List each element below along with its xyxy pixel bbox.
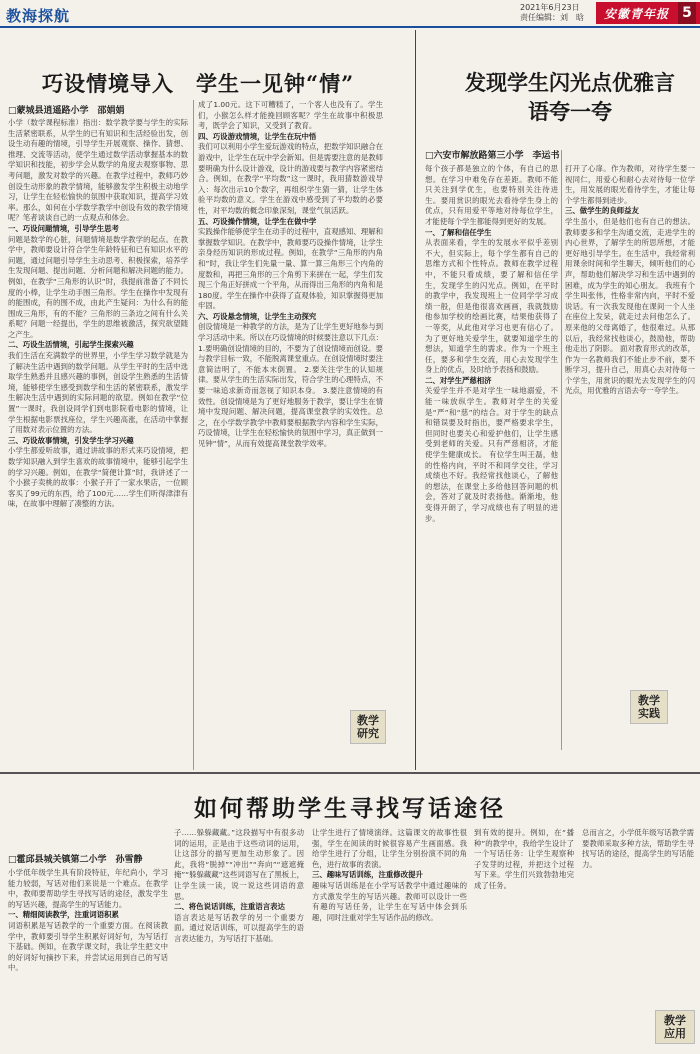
paragraph: 我们可以利用小学生爱玩游戏的特点，把数学知识融合在游戏中，让学生在玩中学会新知。但是需要注意的是教师要明确为什么设计游戏，设计的游戏要与教学内容紧密结合。例如，在教学“平均数”这一课时，我用猜数游戏导入：每次出示10个数字，再组织学生猜一猜，让学生体验平均数的意义。学生在游戏中感受到了平均数的必要性，对平均数的概念印象深刻，课堂气氛活跃。: [198, 142, 383, 215]
article1-title: 巧设情境导入 学生一见钟“情”: [42, 71, 355, 96]
article3-byline: □霍邱县城关镇第二小学 孙雪静: [8, 855, 143, 865]
paragraph: 创设情境是一种教学的方法，是为了让学生更好地参与到学习活动中来。所以在巧设情境的时候要注意以下几点：: [198, 322, 383, 343]
article2-title: 发现学生闪光点优雅言语夸一夸: [465, 70, 675, 124]
paragraph: 小学低年级学生具有阶段特征，年纪尚小，学习能力较弱，写话对他们来说是一个难点。在教学中，教师要帮助学生寻找写话的途径，激发学生的写话兴趣，提高学生的写话能力。: [8, 868, 168, 909]
paragraph: 我班有个学生叫张伟，性格非常内向，平时不爱说话。有一次我发现他在课间一个人坐在座位上发呆，就走过去问他怎么了。原来他的父母离婚了，他很难过。从那以后，我经常找他谈心，鼓励他，帮助他走出了阴影。: [565, 280, 695, 354]
column-divider: [193, 100, 194, 770]
paragraph: 子……躲躲藏藏。”这段描写中有很多动词的运用，正是由于这些动词的运用，让这部分的描写更加生动形象了。因此，我将“脱掉”“冲出”“奔向”“遮遮掩掩”“躲躲藏藏”这些词语写在了黑板上，让学生读一读，说一说这些词语的意思。: [174, 828, 304, 901]
paragraph: 语言表达是写话教学的另一个重要方面。通过说话训练，可以提高学生的语言表达能力，为写话打下基础。: [174, 912, 304, 943]
paragraph: 问题是数学的心脏，问题情境是数学教学的起点。在教学中，教师要设计符合学生年龄特征和已有知识水平的问题，通过问题引导学生主动思考、积极探索，培养学生发现问题、提出问题、分析问题和解决问题的能力。例如，在教学“三角形的认识”时，我提前准备了不同长度的小棒，让学生动手围三角形。学生在操作中发现有的能围成，有的围不成，由此产生疑问：为什么有的能围成三角形，有的不能？三角形的三条边之间有什么关系呢？问题一经提出，学生的思维被激活，探究欲望随之产生。: [8, 234, 188, 339]
section-rule: [0, 772, 700, 774]
subheading: 五、巧设操作情境，让学生在做中学: [198, 216, 317, 226]
paragraph: 总而言之，小学低年级写话教学需要教师采取多种方法，帮助学生寻找写话的途径，提高学生的写话能力。: [582, 828, 694, 869]
paragraph: 有位学生叫王磊，他的性格内向，平时不和同学交往，学习成绩也不好。我经常找他谈心，了解他的想法，在课堂上多给他回答问题的机会，答对了就及时表扬他。渐渐地，他变得开朗了，学习成绩也有了明显的进步。: [425, 450, 558, 523]
paragraph: 到有效的提升。例如，在“播种”的教学中，我给学生设计了一个写话任务：让学生观察种子发芽的过程，并把这个过程写下来。学生们兴致勃勃地完成了任务。: [474, 828, 574, 890]
issue-date: 2021年6月23日: [520, 3, 580, 12]
paragraph: 词语积累是写话教学的一个重要方面。在阅读教学中，教师要引导学生积累好词好句，为写话打下基础。例如，在教学课文时，我让学生把文中的好词好句摘抄下来，并尝试运用到自己的写话中。: [8, 920, 168, 973]
article3-tag: 教学应用: [655, 1010, 695, 1044]
subheading: 三、做学生的良师益友: [565, 206, 639, 216]
article3-column4: [474, 828, 574, 1048]
paragraph: 3.要注意情境的有效性。创设情境是为了更好地服务于教学，要让学生在情境中发现问题、解决问题，提高课堂教学的实效性。总之，在小学数学教学中教师要根据教学内容和学生实际，巧设情境，让学生在轻松愉快的氛围中学习，真正做到一见钟“情”，从而有效提高课堂教学效率。: [198, 386, 383, 448]
subheading: 二、将色说话训练，注重语言表达: [174, 902, 285, 912]
subheading: 四、巧设游戏情境，让学生在玩中悟: [198, 131, 317, 141]
paragraph: 打开了心扉。作为教师，对待学生要一视同仁，用爱心和耐心去对待每一位学生，用发展的眼光看待学生，才能让每个学生都得到进步。: [565, 164, 695, 205]
article1-column1: [8, 118, 188, 770]
paragraph: 我们生活在充满数学的世界里，小学生学习数学就是为了解决生活中遇到的数学问题。从学生平时的生活中选取学生熟悉并且感兴趣的事例，创设学生熟悉的生活情境，能够使学生感受到数学和生活的紧密联系，激发学生解决生活中遇到的实际问题的欲望。例如在教学“位置”一课时，我创设同学们到电影院看电影的情境，让学生根据电影票找座位，学生兴趣高涨，在活动中掌握了用数对表示位置的方法。: [8, 351, 188, 435]
subheading: 一、精细阅读教学，注重词语积累: [8, 910, 119, 920]
paragraph: 趣味写话训练是在小学写话教学中通过趣味的方式激发学生的写话兴趣。教师可以设计一些有趣的写话任务，让学生在写话中体会到乐趣，同时注重对学生写话作品的修改。: [312, 880, 467, 922]
paragraph: 小学（数学课程标准）指出：数学教学要与学生的实际生活紧密联系，从学生的已有知识和生活经验出发，创设生动有趣的情境，引导学生开展观察、操作、猜想、推理、交流等活动，使学生通过数学活动掌握基本的数学知识和技能，初步学会从数学的角度去观察事物、思考问题，激发对数学的兴趣。在教学过程中，教师巧妙创设生动形象的教学情境，能够激发学生积极主动地学习，让学生在轻松愉快的氛围中获取知识，提高学习效率。那么，如何在小学数学教学中创设有效的教学情境呢？笔者谈谈自己的一点观点和体会。: [8, 118, 188, 223]
article3-column5: [582, 828, 694, 1008]
subheading: 二、巧设生活情境，引起学生探索兴趣: [8, 340, 134, 350]
editor-credit: 责任编辑：刘 晗: [520, 13, 584, 22]
article3-title: 如何帮助学生寻找写话途径: [194, 795, 506, 822]
subheading: 一、巧设问题情境，引导学生思考: [8, 223, 119, 233]
paragraph: 为了更好地关爱学生，就要知道学生的想法，知道学生的需求。作为一个班主任，要多和学生交流，用心去发现学生身上的优点，及时给予表扬和鼓励。: [425, 333, 558, 375]
article1-column2: [198, 100, 383, 715]
article3-column2: [174, 828, 304, 1048]
article2-tag: 教学实践: [630, 690, 668, 724]
subheading: 三、巧设故事情境，引发学生学习兴趣: [8, 435, 134, 445]
article2-column2: [565, 164, 695, 724]
paragraph: 面对教育形式的改革，作为一名教师我们不能止步不前，要不断学习，提升自己，用真心去对待每一个学生，用赏识的眼光去发现学生的闪光点，用优雅的言语去夸一夸学生。: [565, 344, 695, 396]
subheading: 一、了解和信任学生: [425, 227, 492, 237]
section-divider: [415, 30, 416, 770]
subheading: 二、对学生严慈相济: [425, 375, 492, 385]
paragraph: 让学生进行了情境演绎。这篇课文的故事性很强，学生在阅读的时候很容易产生画面感。我给学生进行了分组，让学生分别扮演不同的角色，进行故事的表演。: [312, 828, 467, 869]
page-number: 5: [678, 2, 696, 24]
article3-column1: [8, 868, 168, 1048]
paragraph: 成了1.00元。这下可糟糕了，一个客人也没有了。学生们，小猴怎么样才能挽回顾客呢？学生在故事中积极思考，既学会了知识，又受到了教育。: [198, 100, 383, 131]
section-title: 教海探航: [6, 7, 71, 25]
article2-byline: □六安市解放路第三小学 李运书: [425, 151, 560, 161]
masthead-logo: 安徽青年报: [596, 2, 700, 24]
paragraph: 学生虽小，但是他们也有自己的想法。教师要多和学生沟通交流，走进学生的内心世界，了解学生的所思所想，才能更好地引导学生。在生活中，我经常利用课余时间和学生聊天，倾听他们的心声，帮助他们解决学习和生活中遇到的困难，成为学生的知心朋友。: [565, 216, 695, 290]
header-info: [520, 3, 584, 23]
article1-tag: 教学研究: [350, 710, 386, 744]
paragraph: 实践操作能够使学生在动手的过程中，直观感知、理解和掌握数学知识。在教学中，教师要巧设操作情境，让学生亲身经历知识的形成过程。例如，在教学“三角形的内角和”时，我让学生们先量一量、算一算三角形三个内角的度数和，再把三角形的三个角剪下来拼在一起，学生们发现三个角正好拼成一个平角，从而得出三角形的内角和是180度。学生在操作中获得了直观体验，知识掌握得更加牢固。: [198, 227, 383, 311]
paragraph: 关爱学生并不是对学生一味地溺爱，不能一味放纵学生。教师对学生的关爱是“严”和“慈”的结合。对于学生的缺点和错误要及时指出，要严格要求学生，但同时也要关心和爱护他们，让学生感受到老师的关爱。只有严慈相济，才能使学生健康成长。: [425, 386, 558, 460]
article2-column1: [425, 164, 558, 732]
subheading: 六、巧设悬念情境，让学生主动探究: [198, 311, 317, 321]
paragraph: 2.要关注学生的认知规律。要从学生的生活实际出发，符合学生的心理特点，不要一味追求新奇而忽视了知识本身。: [198, 364, 383, 396]
header-rule: [0, 26, 700, 28]
paragraph: 每个孩子都是独立的个体，有自己的思想。在学习中难免存在差距。教师不能只关注到学优生，也要特别关注待进生。要用赏识的眼光去看待学生身上的优点，只有用爱平等地对待每位学生，才能使每个学生都能得到更好的发展。: [425, 164, 558, 226]
subheading: 三、趣味写话训练，注重修改提升: [312, 870, 423, 880]
paragraph: 小学生都爱听故事，通过讲故事的形式来巧设情境，把数学知识融入到学生喜欢的故事情境中，能够引起学生的学习兴趣。例如，在教学“简便计算”时，我讲述了一个小猴子卖桃的故事：小猴子开了一家水果店，一位顾客买了99元的东西，给了100元……学生们听得津津有味，在故事中理解了凑整的方法。: [8, 446, 188, 509]
column-divider: [561, 150, 562, 750]
paragraph: 1.要明确创设情境的目的，不要为了创设情境而创设。要与教学目标一致，不能脱离课堂重点。在创设情境时要注意简洁明了，不能本末倒置。: [198, 343, 383, 374]
article3-column3: [312, 828, 467, 1048]
article1-byline: □蒙城县逍遥路小学 邵娟娟: [8, 106, 125, 116]
paragraph: 从表面来看，学生的发展水平似乎差别不大，但实际上，每个学生都有自己的思维方式和个性特点。教师在教学过程中，不能只看成绩，要了解和信任学生，发现学生的闪光点。例如，在平时的教学中，我发现班上一位同学学习成绩一般，但是他很喜欢画画，我就鼓励他参加学校的绘画比赛，结果他获得了一等奖，从此他对学习也更有信心了。: [425, 238, 558, 332]
